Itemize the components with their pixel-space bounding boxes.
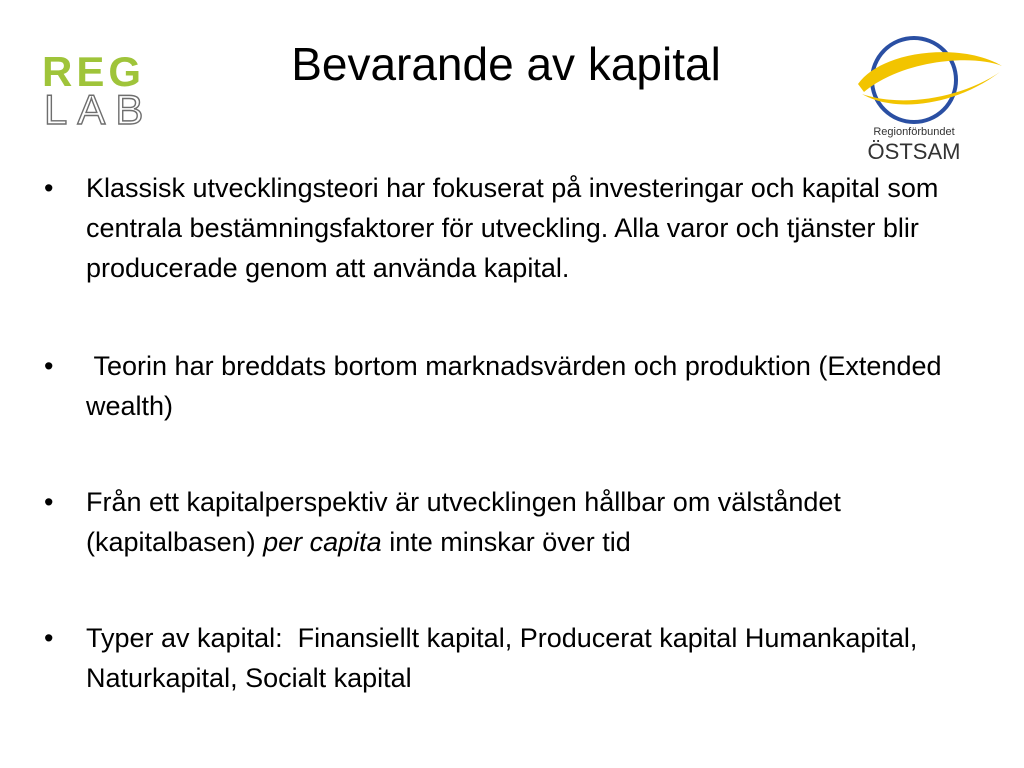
bullet-list: [44, 168, 974, 756]
bullet-text: [86, 487, 841, 557]
bullet-text-italic: per capita: [263, 527, 382, 557]
bullet-marker: •: [44, 173, 54, 203]
bullet-marker: •: [44, 487, 54, 517]
bullet-text-after: inte minskar över tid: [381, 527, 631, 557]
bullet-text: Teorin har breddats bortom marknadsvärden och produktion (Extended wealth): [86, 351, 950, 421]
bullet-item: [44, 482, 974, 562]
bullet-item: [44, 168, 974, 288]
reglab-logo-line2: LAB: [44, 86, 154, 130]
bullet-marker: •: [44, 351, 54, 381]
ostsam-logo-graphic: [852, 32, 1008, 164]
bullet-marker: •: [44, 623, 54, 653]
bullet-text-before: Från ett kapitalperspektiv är utvecklingen hållbar om välståndet (kapitalbasen): [86, 487, 841, 557]
reglab-logo-line1: REG: [42, 52, 146, 95]
ostsam-logo-line2: ÖSTSAM: [867, 139, 961, 164]
ostsam-logo-line1: Regionförbundet: [873, 126, 955, 138]
slide-title: Bevarande av kapital: [291, 38, 721, 90]
ostsam-ring: [872, 38, 956, 122]
bullet-text: Klassisk utvecklingsteori har fokuserat på investeringar och kapital som centrala bestämningsfaktorer för utveckling. Alla varor och tjänster blir producerade genom att använda kapital.: [86, 173, 939, 283]
bullet-item: [44, 618, 974, 698]
bullet-item: [44, 346, 974, 426]
bullet-text: Typer av kapital: Finansiellt kapital, Producerat kapital Humankapital, Naturkapital, Socialt kapital: [86, 623, 925, 693]
ostsam-logo: [852, 32, 1008, 164]
